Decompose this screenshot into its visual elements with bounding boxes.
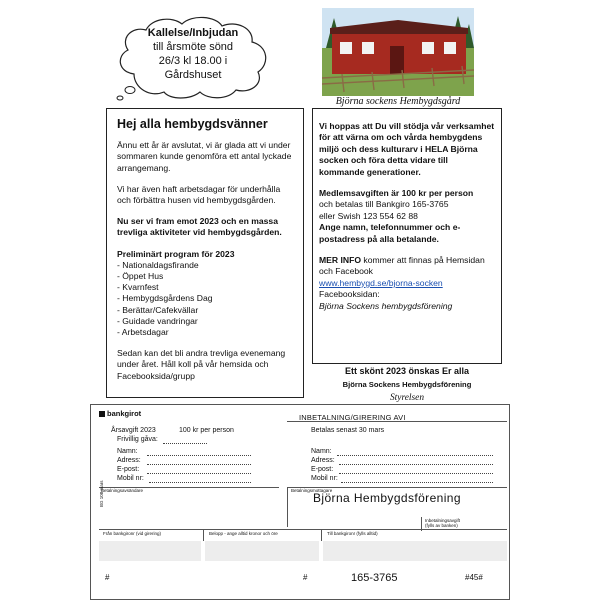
ocr-hash-2: #: [303, 573, 308, 582]
cloud-line-3: 26/3 kl 18.00 i: [158, 55, 228, 67]
inbetalningsavgift-label: Inbetalningsavgift: [425, 518, 461, 523]
mottagare-label: Betalningsmottagare: [291, 488, 333, 493]
program-item: - Öppet Hus: [117, 271, 295, 282]
adress-field-left[interactable]: [147, 464, 251, 465]
cloud-line-2: till årsmöte sönd: [152, 41, 234, 53]
adress-label-right: Adress:: [311, 457, 335, 464]
facebook-name: Björna Sockens hembygdsförening: [319, 300, 453, 311]
till-divider: [321, 529, 322, 541]
amount-text: 100 kr per person: [179, 427, 234, 434]
right-info-box: [312, 108, 502, 364]
belopp-label: Belopp - ange alltid kronor och öre: [209, 531, 278, 536]
epost-label-right: E-post:: [311, 466, 334, 473]
ocr-hash-1: #: [105, 573, 110, 582]
bankgirot-logo-text: bankgirot: [107, 409, 142, 418]
hembygdsgard-photo: [322, 8, 474, 96]
epost-field-right[interactable]: [339, 473, 493, 474]
namn-label-right: Namn:: [311, 448, 332, 455]
left-heading: Hej alla hembygdsvänner: [117, 117, 268, 131]
greeting-signature: Styrelsen: [389, 393, 425, 403]
photo-caption: Björna sockens Hembygdsgård: [335, 96, 461, 107]
program-title: Preliminärt program för 2023: [117, 248, 235, 259]
epost-label-left: E-post:: [117, 466, 140, 473]
frivillig-line[interactable]: [163, 443, 207, 444]
left-paragraph-4: Sedan kan det bli andra trevliga evenemang under året. Håll koll på vår hemsida och Facebooksida/grupp: [117, 348, 286, 381]
till-bankgiro-field[interactable]: [323, 541, 507, 561]
bankgiro-form: [90, 404, 510, 600]
fee-instructions: Ange namn, telefonnummer och e-postadress på alla betalande.: [319, 222, 461, 244]
frivillig-label: Frivillig gåva:: [117, 436, 158, 443]
more-info-bold: MER INFO: [319, 255, 362, 266]
mobil-field-left[interactable]: [149, 482, 251, 483]
website-link[interactable]: www.hembygd.se/bjorna-socken: [319, 277, 443, 288]
namn-field-left[interactable]: [147, 455, 251, 456]
cloud-line-1: Kallelse/Inbjudan: [147, 27, 239, 39]
title-underline: [287, 421, 507, 422]
left-paragraph-2: Vi har även haft arbetsdagar för underhålla och förbättra husen vid hembygdsgården.: [117, 183, 281, 206]
mobil-label-left: Mobil nr:: [117, 475, 144, 482]
program-item: - Nationaldagsfirande: [117, 260, 295, 271]
program-item: - Kvarnfest: [117, 282, 295, 293]
greeting-line-1: Ett skönt 2023 önskas Er alla: [344, 366, 470, 376]
recipient-name: Björna Hembygdsförening: [313, 491, 461, 505]
membership-fee: [319, 188, 495, 245]
belopp-field[interactable]: [205, 541, 319, 561]
namn-label-left: Namn:: [117, 448, 138, 455]
cloud-line-4: Gårdshuset: [164, 69, 222, 81]
left-paragraph-3: Nu ser vi fram emot 2023 och en massa trevliga aktiviteter vid hembygdsgården.: [117, 216, 282, 238]
epost-field-left[interactable]: [147, 473, 251, 474]
left-paragraph-1: Ännu ett år är avslutat, vi är glada att vi under sommaren kunde genomföra ett antal lyckade arrangemang.: [117, 140, 292, 173]
fran-bankgiro-label: Från bankgironr (vid girering): [103, 531, 162, 536]
due-date: Betalas senast 30 mars: [311, 427, 385, 434]
fran-bankgiro-field[interactable]: [99, 541, 201, 561]
bankgiro-account-number: 165-3765: [351, 572, 398, 584]
fylls-banken-label: (fylls av banken): [425, 523, 458, 528]
program-item: - Berättar/Cafekvällar: [117, 305, 295, 316]
cloud-text: [126, 26, 260, 82]
mobil-field-right[interactable]: [341, 482, 493, 483]
fee-swish: eller Swish 123 554 62 88: [319, 210, 418, 221]
adress-label-left: Adress:: [117, 457, 141, 464]
side-code: BG 108 mars: [99, 480, 104, 507]
avsandare-label: Betalningsavsändare: [101, 488, 144, 493]
fee-bold: Medlemsavgiften är 100 kr per person: [319, 188, 474, 199]
bankgirot-logo-mark: [99, 411, 105, 417]
arsavgift-label: Årsavgift 2023: [111, 427, 156, 434]
adress-field-right[interactable]: [339, 464, 493, 465]
right-paragraph-1: Vi hoppas att Du vill stödja vår verksamhet för att värna om och vårda hembygdens miljö och dess kulturarv i HELA Björna socken och föra detta vidare till kommande generationer.: [319, 121, 495, 177]
left-info-box: [106, 108, 304, 398]
mobil-label-right: Mobil nr:: [311, 475, 338, 482]
program-item: - Guidade vandringar: [117, 316, 295, 327]
mottagare-divider: [287, 487, 288, 527]
program-item: - Arbetsdagar: [117, 327, 295, 338]
namn-field-right[interactable]: [337, 455, 493, 456]
form-title: INBETALNING/GIRERING AVI: [299, 413, 406, 422]
bankgirot-logo: [99, 409, 141, 418]
program-item: - Hembygdsgårdens Dag: [117, 293, 295, 304]
greeting-line-2: Björna Sockens Hembygdsförening: [342, 380, 472, 389]
till-bankgiro-label: Till bankgironr (fylls alltid): [327, 531, 378, 536]
ocr-hash-end: #45#: [465, 573, 483, 582]
more-info-text: kommer att finnas på Hemsidan och Facebook: [319, 255, 485, 277]
fee-bankgiro: och betalas till Bankgiro 165-3765: [319, 199, 449, 210]
more-info: [319, 255, 495, 312]
facebook-label: Facebooksidan:: [319, 289, 380, 300]
belopp-divider: [203, 529, 204, 541]
program-list: [117, 260, 295, 338]
lower-section-line: [99, 529, 507, 530]
